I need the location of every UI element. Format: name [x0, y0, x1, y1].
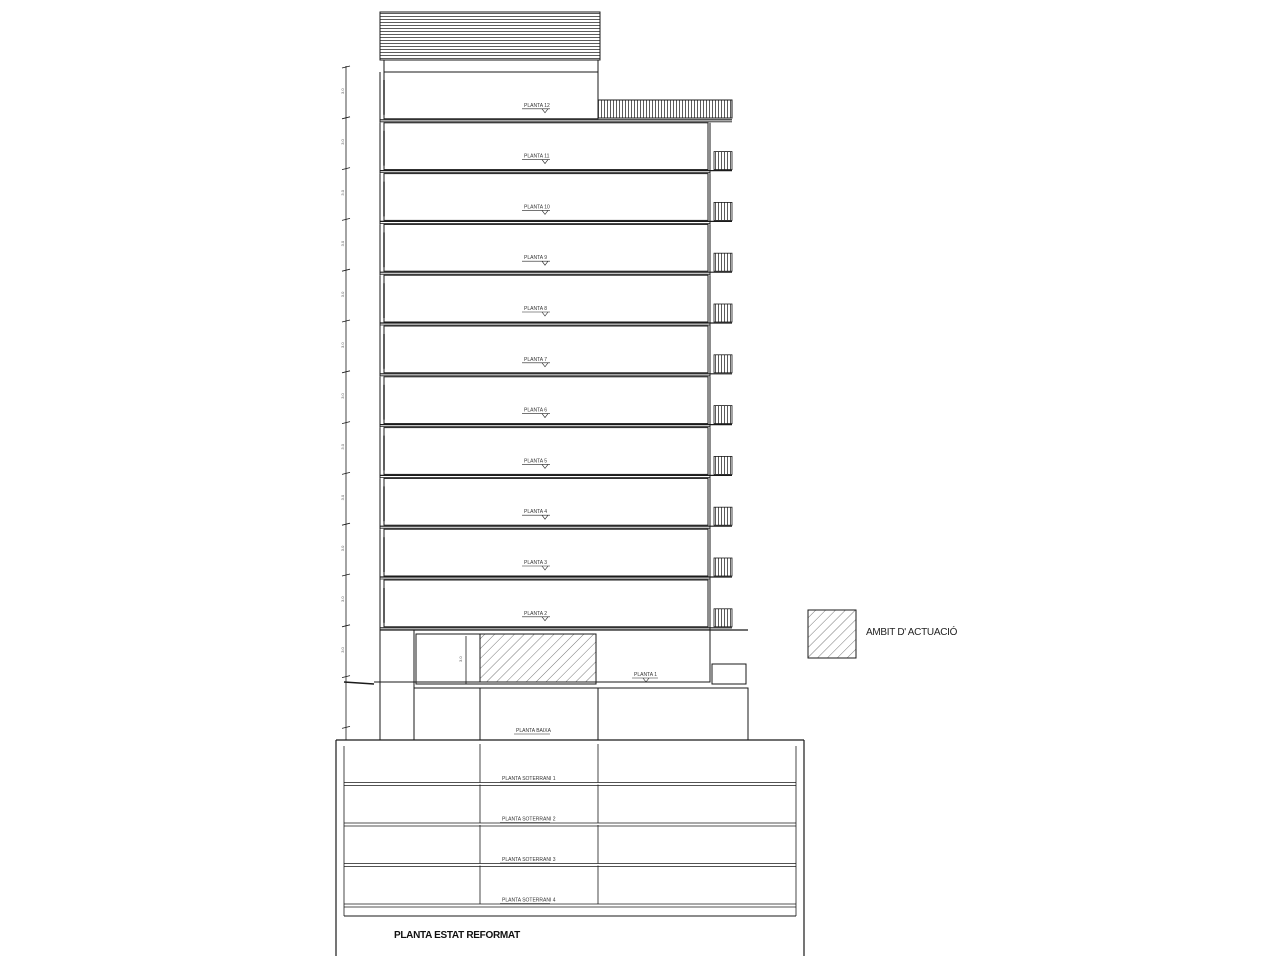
- level-marker: [542, 363, 548, 367]
- dimension-label: 3.0: [340, 88, 345, 94]
- level-label: PLANTA 2: [524, 610, 547, 617]
- floor-10: [380, 174, 732, 225]
- basement-3: [344, 825, 796, 867]
- level-label-planta-1: PLANTA 1: [634, 672, 657, 678]
- floor-8: [380, 275, 732, 326]
- dimension-label: 3.0: [340, 444, 345, 450]
- level-marker: [542, 464, 548, 468]
- level-label: PLANTA 9: [524, 255, 547, 262]
- basement-label: PLANTA SOTERRANI 1: [502, 776, 556, 782]
- ambit-actuacio-area: [480, 634, 596, 682]
- floor-9: [380, 224, 732, 275]
- basement-4: [344, 866, 796, 908]
- level-marker: [542, 515, 548, 519]
- basement-floors: [344, 744, 796, 916]
- level-label: PLANTA 7: [524, 356, 547, 363]
- legend-swatch: [808, 610, 856, 658]
- dimension-label: 3.0: [340, 139, 345, 145]
- floor-5: [380, 428, 732, 479]
- level-label: PLANTA 11: [524, 153, 550, 160]
- level-label: PLANTA 4: [524, 509, 547, 516]
- level-label: PLANTA 5: [524, 458, 547, 465]
- dimension-label: 3.0: [340, 494, 345, 501]
- svg-text:3.0: 3.0: [458, 656, 463, 662]
- legend-label: AMBIT D' ACTUACIÓ: [866, 627, 958, 638]
- level-marker: [542, 617, 548, 621]
- level-marker: [542, 414, 548, 418]
- level-label-planta-baixa: PLANTA BAIXA: [516, 728, 551, 734]
- floor-6: [380, 377, 732, 428]
- level-label: PLANTA 10: [524, 204, 550, 211]
- basement-1: [344, 744, 796, 786]
- roof-installation: [380, 12, 600, 72]
- dimension-label: 3.0: [340, 291, 345, 298]
- dimension-label: 3.0: [340, 190, 345, 196]
- floor-2: [380, 580, 732, 631]
- basement-label: PLANTA SOTERRANI 2: [502, 816, 556, 823]
- level-marker: [542, 566, 548, 570]
- level-label: PLANTA 3: [524, 560, 547, 566]
- dimension-label: 3.0: [340, 393, 345, 399]
- basement-block: [336, 740, 804, 956]
- drawing-title: PLANTA ESTAT REFORMAT: [394, 930, 520, 941]
- terrace-railing: [598, 100, 732, 118]
- basement-2: [344, 785, 796, 827]
- dimension-chain: [340, 66, 350, 740]
- upper-floors: [380, 72, 748, 631]
- floor-4: [380, 478, 732, 529]
- level-marker: [542, 312, 548, 316]
- level-marker: [542, 160, 548, 164]
- dimension-label: 3.0: [340, 545, 345, 552]
- level-label: PLANTA 6: [524, 407, 547, 414]
- level-label: PLANTA 12: [524, 102, 550, 109]
- basement-label: PLANTA SOTERRANI 3: [502, 857, 556, 863]
- basement-label: PLANTA SOTERRANI 4: [502, 897, 556, 904]
- floor-3: [380, 529, 732, 580]
- floor-planta-1: [344, 630, 748, 684]
- floor-11: [380, 123, 732, 174]
- level-marker: [542, 261, 548, 265]
- dimension-label: 3.0: [340, 342, 345, 348]
- dimension-label: 3.0: [340, 647, 345, 653]
- level-marker: [542, 109, 548, 113]
- level-label: PLANTA 8: [524, 306, 547, 312]
- dimension-label: 3.0: [340, 240, 345, 247]
- floor-7: [380, 326, 732, 377]
- level-marker: [542, 210, 548, 214]
- dimension-label: 3.0: [340, 596, 345, 602]
